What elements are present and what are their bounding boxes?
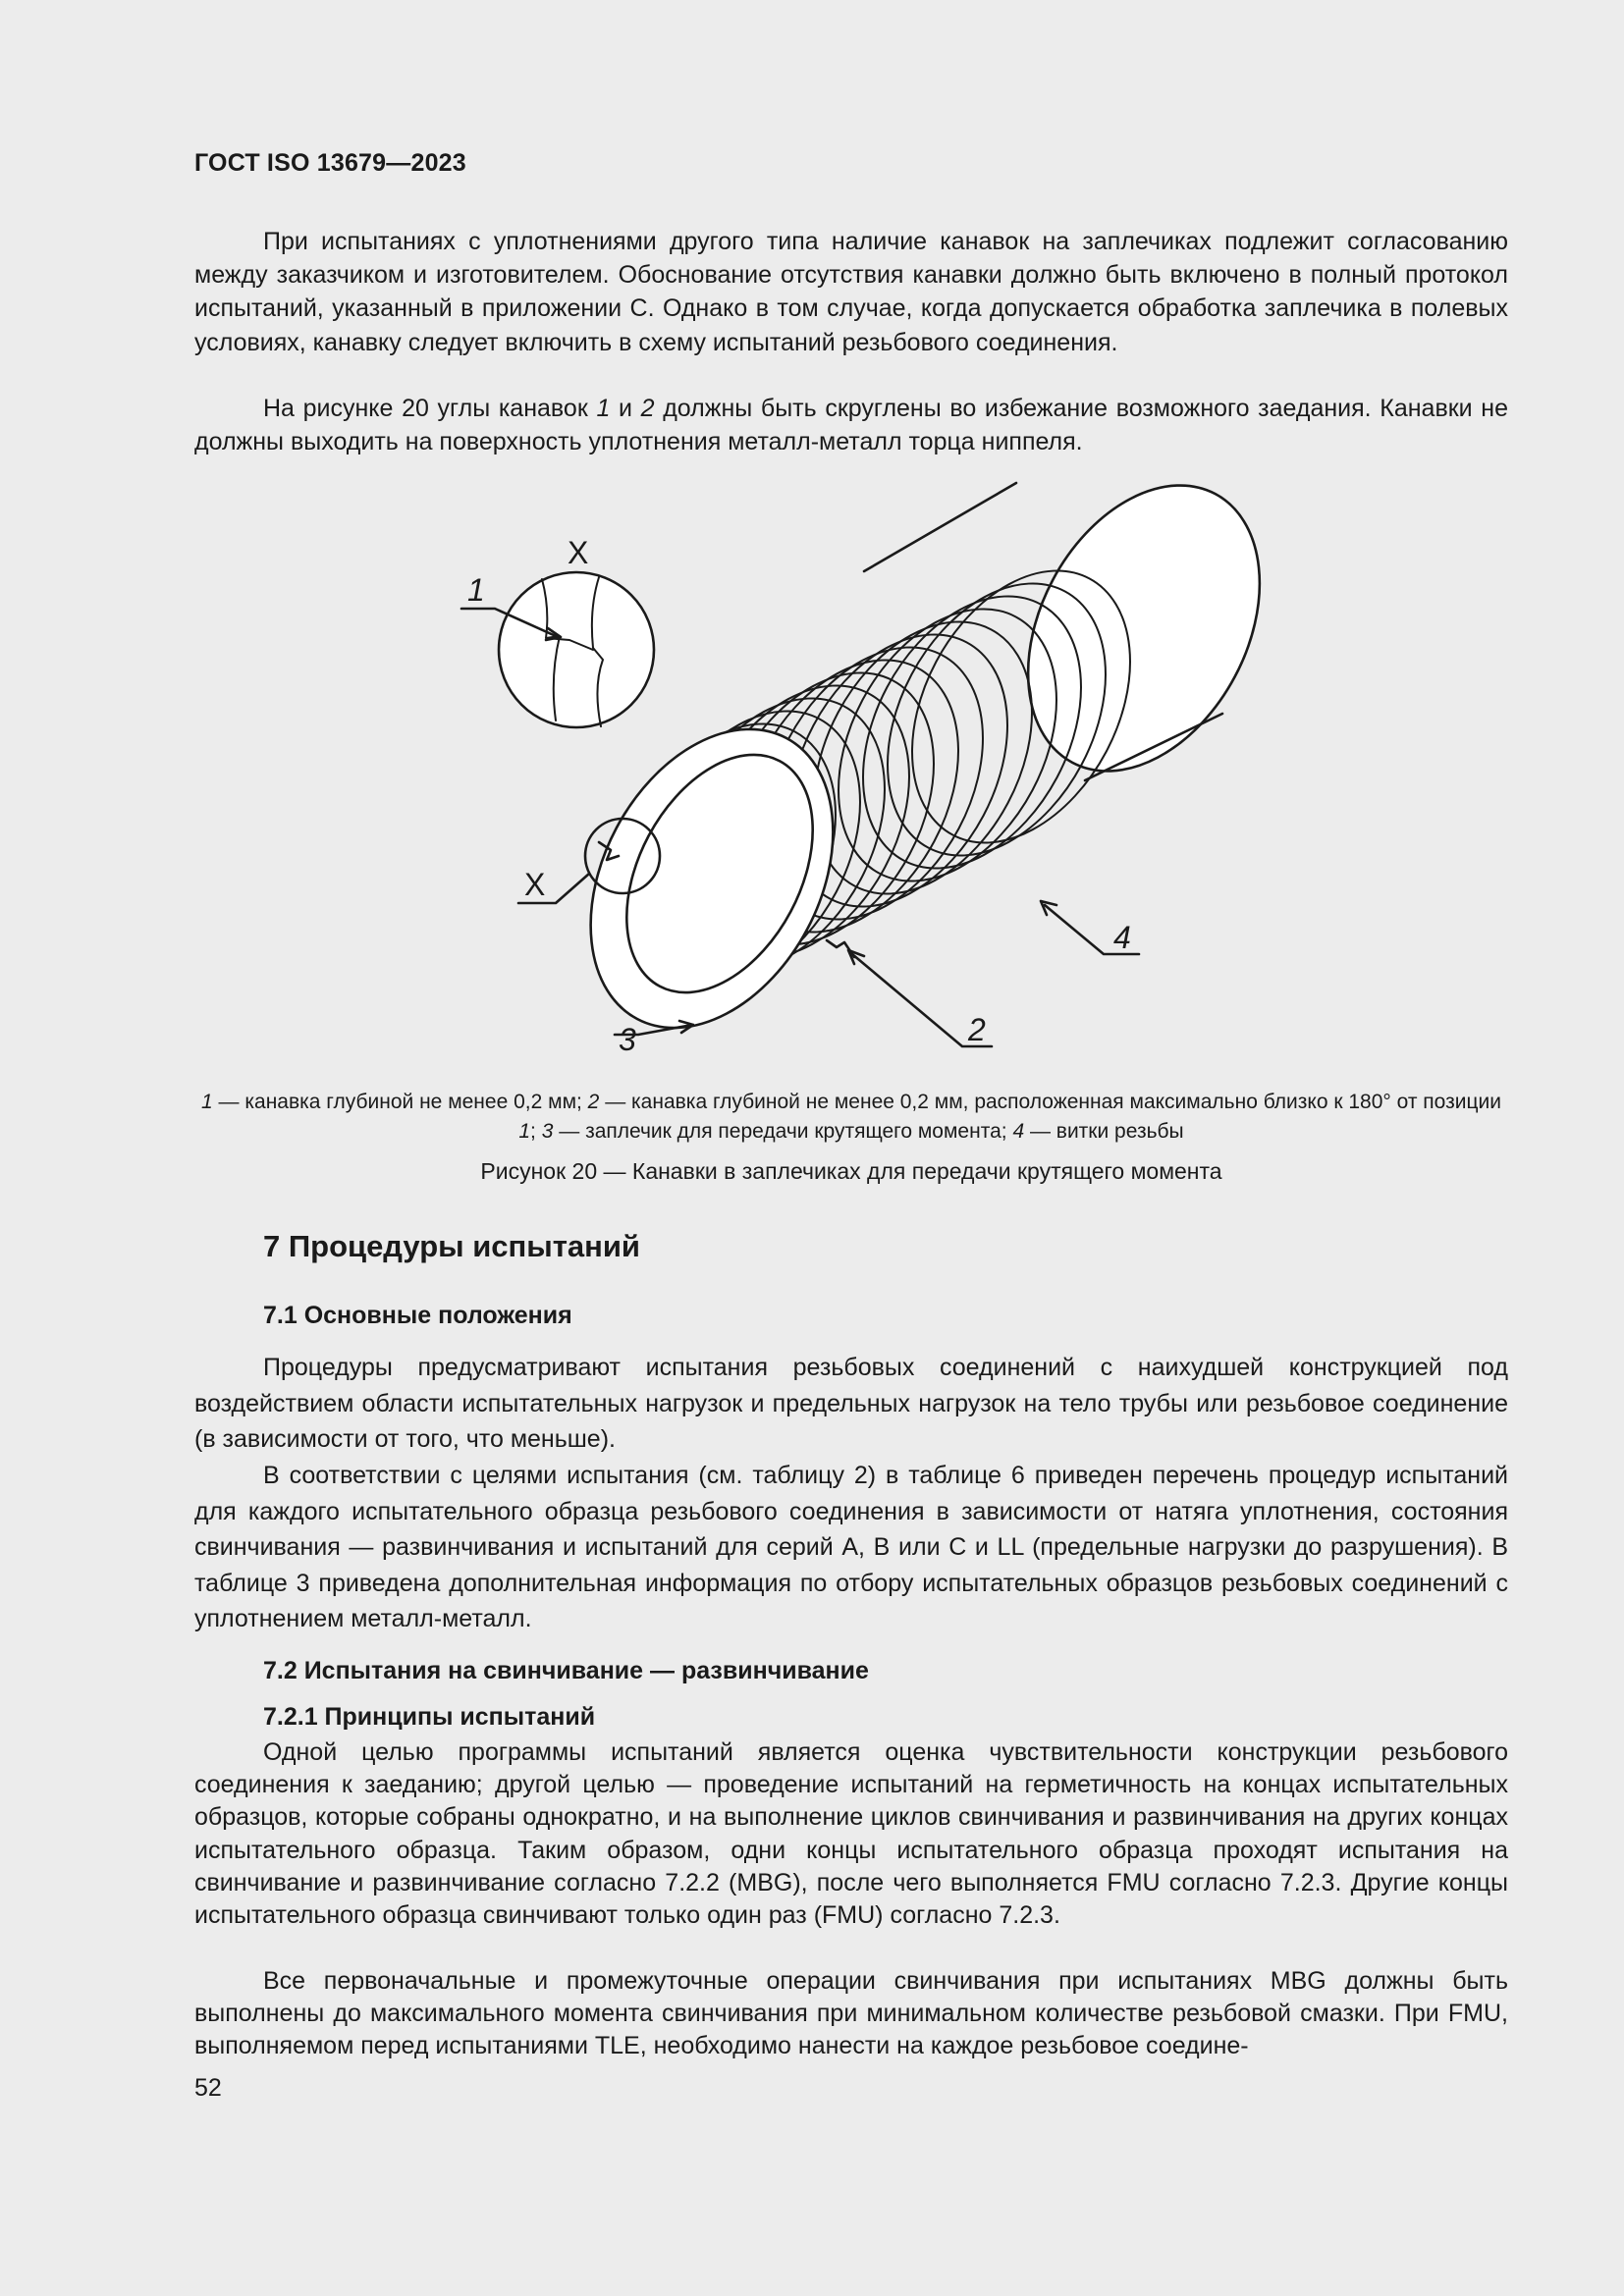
callout-label-1: 1 bbox=[467, 572, 485, 608]
text-run: ; bbox=[530, 1120, 542, 1143]
text-run: должны быть скруглены во избежание возможного заедания. Канавки не должны выходить на поверхность уплотнения металл-металл торца ниппеля. bbox=[194, 395, 1509, 456]
section-7-2-1-paragraph-2: Все первоначальные и промежуточные операции свинчивания при испытаниях MBG должны быть выполнены до максимального момента свинчивания при минимальном количестве резьбовой смазки. При FMU, выполняемом перед испытаниями TLE, необходимо нанести на каждое резьбовое соедине- bbox=[194, 1967, 1508, 2060]
section-7-1-paragraph-1: Процедуры предусматривают испытания резьбовых соединений с наихудшей конструкцией под воздействием области испытательных нагрузок и предельных нагрузок на тело трубы или резьбовое соединение (в зависимости от того, что меньше). bbox=[194, 1354, 1508, 1453]
callout-ref: 1 bbox=[596, 395, 611, 422]
cylinder-top-edge bbox=[864, 483, 1016, 571]
figure-legend bbox=[194, 1088, 1508, 1147]
magnified-view bbox=[499, 572, 654, 727]
cylinder-end bbox=[982, 469, 1307, 811]
page-number: 52 bbox=[194, 2074, 222, 2102]
callout-ref: 1 bbox=[201, 1091, 213, 1113]
callout-ref: 2 bbox=[587, 1091, 600, 1113]
document-header: ГОСТ ISO 13679—2023 bbox=[194, 149, 466, 177]
section-7-1-paragraph-2: В соответствии с целями испытания (см. таблицу 2) в таблице 6 приведен перечень процедур испытаний для каждого испытательного образца резьбового соединения в зависимости от натяга уплотнения, состояния свинчивания — развинчивания и испытаний для серий А, В или С и LL (предельные нагрузки до разрушения). В таблице 3 приведена дополнительная информация по отбору испытательных образцов резьбовых соединений с уплотнением металл-металл. bbox=[194, 1462, 1508, 1632]
callout-label-2: 2 bbox=[968, 1012, 986, 1047]
callout-ref: 4 bbox=[1012, 1120, 1025, 1143]
section-7-2-1-paragraph-1: Одной целью программы испытаний является оценка чувствительности конструкции резьбового соединения к заеданию; другой целью — проведение испытаний на герметичность на концах испытательных образцов, которые собраны однократно, и на выполнение циклов свинчивания и развинчивания на других концах испытательного образца. Таким образом, одни концы испытательного образца проходят испытания на свинчивание и развинчивание согласно 7.2.2 (MBG), после чего выполняется FMU согласно 7.2.3. Другие концы испытательного образца свинчивают только один раз (FMU) согласно 7.2.3. bbox=[194, 1738, 1508, 1930]
text-run: и bbox=[610, 395, 641, 422]
text-run: — заплечик для передачи крутящего момента; bbox=[553, 1120, 1013, 1143]
subsection-heading-7-1: 7.1 Основные положения bbox=[263, 1302, 572, 1329]
text-run: — витки резьбы bbox=[1024, 1120, 1184, 1143]
figure-caption: Рисунок 20 — Канавки в заплечиках для передачи крутящего момента bbox=[480, 1158, 1222, 1184]
callout-label-3: 3 bbox=[619, 1022, 636, 1057]
text-run: — канавка глубиной не менее 0,2 мм, расположенная максимально близко к 180° от позиции bbox=[599, 1091, 1501, 1113]
callout-ref: 2 bbox=[640, 395, 655, 422]
section-heading-7: 7 Процедуры испытаний bbox=[263, 1229, 640, 1263]
pipe-drawing bbox=[194, 469, 1508, 1068]
figure-20 bbox=[194, 469, 1508, 1068]
intro-paragraph-1: При испытаниях с уплотнениями другого типа наличие канавок на заплечиках подлежит согласованию между заказчиком и изготовителем. Обоснование отсутствия канавки должно быть включено в полный протокол испытаний, указанный в приложении С. Однако в том случае, когда допускается обработка заплечика в полевых условиях, канавку следует включить в схему испытаний резьбового соединения. bbox=[194, 228, 1508, 356]
callout-label-4: 4 bbox=[1113, 920, 1131, 955]
intro-paragraph-2 bbox=[194, 392, 1508, 458]
subsection-heading-7-2: 7.2 Испытания на свинчивание — развинчивание bbox=[263, 1657, 869, 1684]
subsection-heading-7-2-1: 7.2.1 Принципы испытаний bbox=[263, 1703, 596, 1731]
detail-label-x-left: X bbox=[524, 867, 546, 902]
callout-ref: 3 bbox=[541, 1120, 554, 1143]
text-run: — канавка глубиной не менее 0,2 мм; bbox=[212, 1091, 588, 1113]
text-run: На рисунке 20 углы канавок bbox=[263, 395, 597, 422]
callout-ref: 1 bbox=[518, 1120, 531, 1143]
detail-label-x-top: X bbox=[568, 535, 589, 570]
